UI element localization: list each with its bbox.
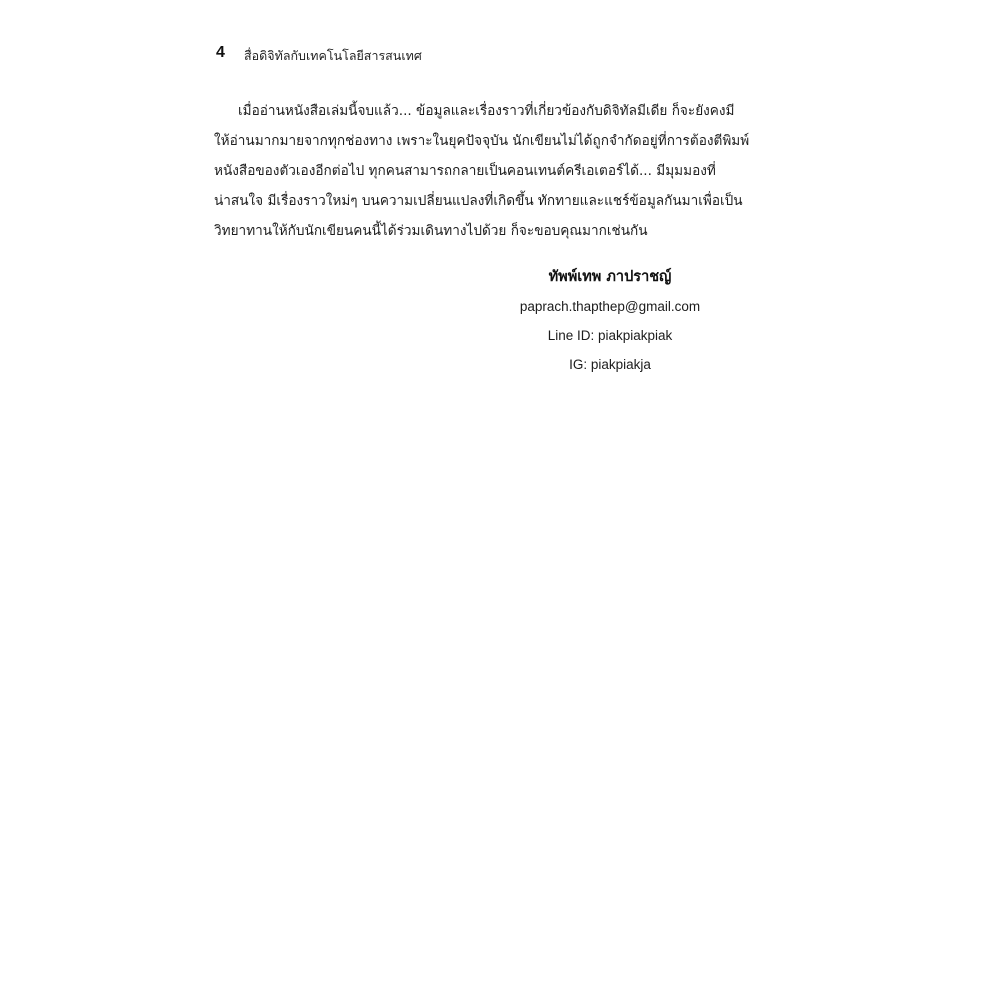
body-paragraph: [214, 96, 762, 246]
page-number: 4: [216, 44, 225, 61]
running-header-title: สื่อดิจิทัลกับเทคโนโลยีสารสนเทศ: [244, 48, 422, 63]
author-email: paprach.thapthep@gmail.com: [519, 299, 701, 314]
body-line: หนังสือของตัวเองอีกต่อไป ทุกคนสามารถกลายเป็นคอนเทนต์ครีเอเตอร์ได้... มีมุมมองที่: [214, 163, 716, 179]
body-line: วิทยาทานให้กับนักเขียนคนนี้ได้ร่วมเดินทางไปด้วย ก็จะขอบคุณมากเช่นกัน: [214, 223, 648, 239]
author-signature-block: [460, 262, 760, 379]
body-line: เมื่ออ่านหนังสือเล่มนี้จบแล้ว... ข้อมูลและเรื่องราวที่เกี่ยวข้องกับดิจิทัลมีเดีย ก็จะยังคงมี: [238, 103, 735, 119]
body-line: น่าสนใจ มีเรื่องราวใหม่ๆ บนความเปลี่ยนแปลงที่เกิดขึ้น ทักทายและแชร์ข้อมูลกันมาเพื่อเป็น: [214, 193, 743, 209]
author-line-id: Line ID: piakpiakpiak: [547, 328, 673, 343]
author-name: ทัพพ์เทพ ภาปราชญ์: [548, 269, 672, 285]
body-line: ให้อ่านมากมายจากทุกช่องทาง เพราะในยุคปัจจุบัน นักเขียนไม่ได้ถูกจำกัดอยู่ที่การต้องตีพิมพ์: [214, 133, 750, 149]
author-instagram: IG: piakpiakja: [569, 357, 651, 372]
